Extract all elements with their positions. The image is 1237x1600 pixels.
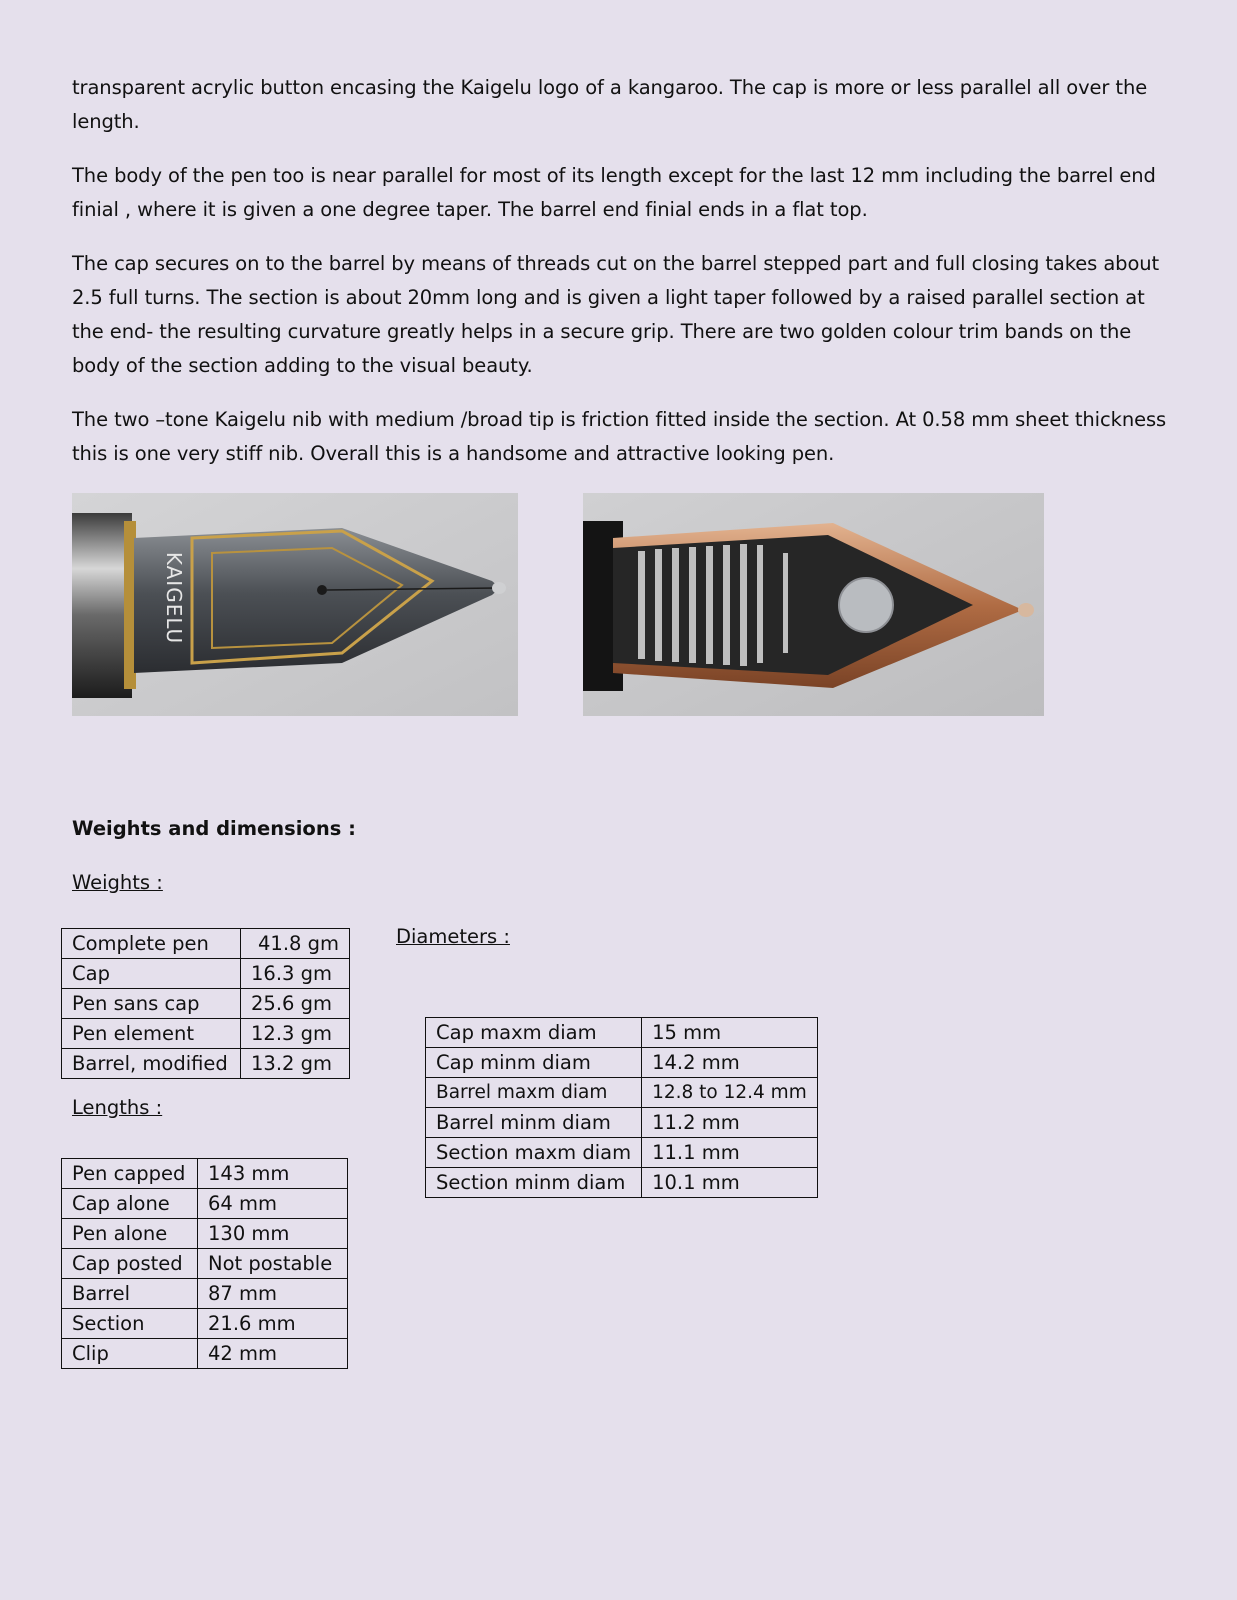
weight-name: Barrel, modified [62, 1049, 241, 1079]
length-value: Not postable [198, 1249, 348, 1279]
table-row [62, 1219, 348, 1249]
weight-value: 41.8 gm [241, 929, 350, 959]
length-name: Section [62, 1309, 198, 1339]
table-row [62, 989, 350, 1019]
table-row [62, 1159, 348, 1189]
paragraph-nib-description: The two –tone Kaigelu nib with medium /broad tip is friction fitted inside the section. At 0.58 mm sheet thickness this is one very stiff nib. Overall this is a handsome and attractive looking pen. [72, 408, 1167, 465]
length-name: Cap posted [62, 1249, 198, 1279]
length-value: 21.6 mm [198, 1309, 348, 1339]
table-row [62, 1339, 348, 1369]
length-value: 64 mm [198, 1189, 348, 1219]
table-row [62, 1189, 348, 1219]
lengths-label: Lengths : [72, 1096, 163, 1119]
diameter-name: Section minm diam [426, 1168, 642, 1198]
paragraph-cap-description: transparent acrylic button encasing the Kaigelu logo of a kangaroo. The cap is more or less parallel all over the length. [72, 76, 1148, 133]
diameter-value: 15 mm [642, 1018, 818, 1048]
weights-dimensions-heading: Weights and dimensions : [72, 817, 356, 840]
length-value: 130 mm [198, 1219, 348, 1249]
table-row [426, 1108, 818, 1138]
diameters-label: Diameters : [396, 925, 510, 948]
diameter-value: 12.8 to 12.4 mm [642, 1078, 818, 1108]
diameter-name: Cap minm diam [426, 1048, 642, 1078]
table-row [426, 1168, 818, 1198]
weight-value: 16.3 gm [241, 959, 350, 989]
length-value: 87 mm [198, 1279, 348, 1309]
table-row [62, 1019, 350, 1049]
table-row [426, 1078, 818, 1108]
weight-value: 25.6 gm [241, 989, 350, 1019]
nib-top-photo [72, 493, 518, 716]
weight-name: Cap [62, 959, 241, 989]
diameter-value: 10.1 mm [642, 1168, 818, 1198]
weight-name: Pen element [62, 1019, 241, 1049]
diameters-table [425, 1017, 818, 1198]
weights-label: Weights : [72, 871, 163, 894]
table-row [62, 929, 350, 959]
table-row [426, 1138, 818, 1168]
table-row [62, 1049, 350, 1079]
length-value: 143 mm [198, 1159, 348, 1189]
weight-name: Complete pen [62, 929, 241, 959]
weight-value: 13.2 gm [241, 1049, 350, 1079]
length-name: Cap alone [62, 1189, 198, 1219]
nib-feed-photo [583, 493, 1044, 716]
weight-name: Pen sans cap [62, 989, 241, 1019]
diameter-name: Section maxm diam [426, 1138, 642, 1168]
paragraph-threads-section: The cap secures on to the barrel by means of threads cut on the barrel stepped part and full closing takes about 2.5 full turns. The section is about 20mm long and is given a light taper followed by a raised parallel section at the end- the resulting curvature greatly helps in a secure grip. There are two golden colour trim bands on the body of the section adding to the visual beauty. [72, 252, 1160, 377]
paragraph-body-description: The body of the pen too is near parallel for most of its length except for the last 12 mm including the barrel end finial , where it is given a one degree taper. The barrel end finial ends in a flat top. [72, 164, 1156, 221]
length-name: Pen capped [62, 1159, 198, 1189]
table-row [62, 959, 350, 989]
diameter-value: 11.2 mm [642, 1108, 818, 1138]
lengths-table [61, 1158, 348, 1369]
nib-engraving-text: KAIGELU [162, 551, 186, 645]
length-name: Barrel [62, 1279, 198, 1309]
weight-value: 12.3 gm [241, 1019, 350, 1049]
length-name: Clip [62, 1339, 198, 1369]
table-row [62, 1279, 348, 1309]
table-row [62, 1249, 348, 1279]
diameter-value: 14.2 mm [642, 1048, 818, 1078]
table-row [426, 1048, 818, 1078]
weights-table [61, 928, 350, 1079]
length-name: Pen alone [62, 1219, 198, 1249]
diameter-name: Barrel maxm diam [426, 1078, 642, 1108]
length-value: 42 mm [198, 1339, 348, 1369]
diameter-name: Barrel minm diam [426, 1108, 642, 1138]
table-row [426, 1018, 818, 1048]
table-row [62, 1309, 348, 1339]
diameter-name: Cap maxm diam [426, 1018, 642, 1048]
diameter-value: 11.1 mm [642, 1138, 818, 1168]
